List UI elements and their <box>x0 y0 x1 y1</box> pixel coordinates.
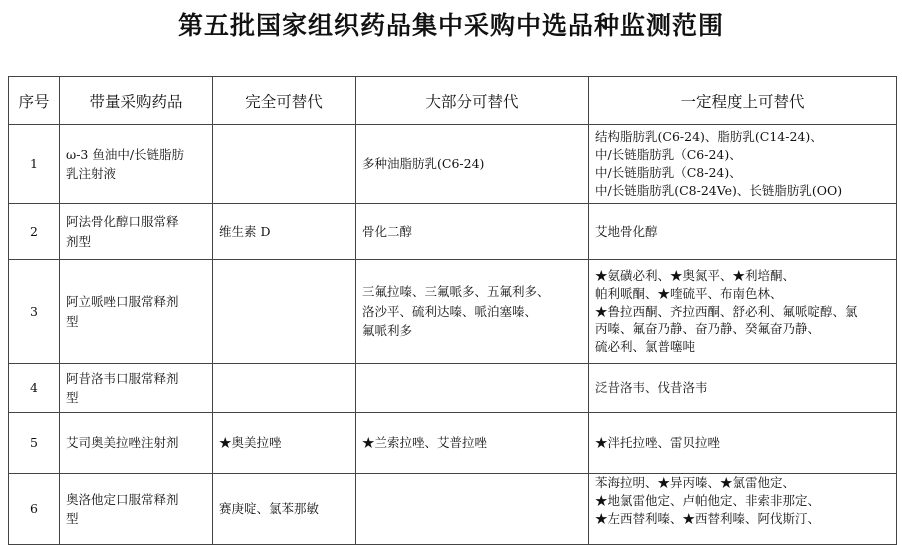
cell-partial <box>589 125 897 204</box>
cell-drug <box>60 413 213 474</box>
cell-partial <box>589 204 897 260</box>
cell-line: 苯海拉明、★异丙嗪、★氯雷他定、 <box>595 475 796 490</box>
cell-full <box>213 413 356 474</box>
table-row <box>9 364 897 413</box>
cell-full <box>213 125 356 204</box>
cell-line: 型 <box>66 313 79 329</box>
cell-index: 2 <box>9 204 60 260</box>
cell-line: 艾司奥美拉唑注射剂 <box>66 435 179 451</box>
cell-line: 帕利哌酮、★喹硫平、布南色林、 <box>595 285 783 301</box>
header-row <box>9 77 897 125</box>
cell-line: 剂型 <box>66 233 92 249</box>
cell-line: 三氟拉嗪、三氟哌多、五氟利多、 <box>362 284 550 300</box>
cell-line: 中/长链脂肪乳(C8-24Ve)、长链脂肪乳(OO) <box>595 182 843 198</box>
cell-line: ★鲁拉西酮、齐拉西酮、舒必利、氟哌啶醇、氯 <box>595 303 858 319</box>
cell-most <box>356 204 589 260</box>
cell-line: ★兰索拉唑、艾普拉唑 <box>362 435 488 451</box>
cell-line: ★泮托拉唑、雷贝拉唑 <box>595 435 721 451</box>
table-row <box>9 125 897 204</box>
document-title: 第五批国家组织药品集中采购中选品种监测范围 <box>177 11 724 40</box>
cell-line: ★地氯雷他定、卢帕他定、非索非那定、 <box>595 492 821 508</box>
cell-line: 维生素 D <box>219 223 271 239</box>
table-row <box>9 413 897 474</box>
cell-line: 氟哌利多 <box>362 323 413 339</box>
cell-line: 中/长链脂肪乳（C8-24)、 <box>595 165 742 180</box>
cell-line: 结构脂肪乳(C6-24)、脂肪乳(C14-24)、 <box>595 129 823 145</box>
cell-most <box>356 413 589 474</box>
cell-line: 艾地骨化醇 <box>595 223 658 239</box>
cell-line: ★左西替利嗪、★西替利嗪、阿伐斯汀、 <box>595 510 821 526</box>
cell-line: 多种油脂肪乳(C6-24) <box>362 156 485 172</box>
cell-line: 阿昔洛韦口服常释剂 <box>66 370 179 386</box>
cell-line: 洛沙平、硫利达嗪、哌泊塞嗪、 <box>362 303 538 319</box>
cell-drug <box>60 125 213 204</box>
cell-line: 型 <box>66 511 79 526</box>
cell-full <box>213 260 356 364</box>
cell-most <box>356 125 589 204</box>
header-partial: 一定程度上可替代 <box>589 77 897 125</box>
cell-line: 赛庚啶、氯苯那敏 <box>219 501 320 517</box>
cell-index: 1 <box>9 125 60 204</box>
cell-line: 奥洛他定口服常释剂 <box>66 491 179 507</box>
table-row <box>9 260 897 364</box>
cell-line: 乳注射液 <box>66 166 117 181</box>
cell-most <box>356 260 589 364</box>
cell-most <box>356 474 589 545</box>
cell-line: 硫必利、氯普噻吨 <box>595 339 696 355</box>
header-most: 大部分可替代 <box>356 77 589 125</box>
monitoring-table <box>8 76 897 545</box>
cell-drug <box>60 260 213 364</box>
cell-line: 阿法骨化醇口服常释 <box>66 214 179 229</box>
cell-line: 阿立哌唑口服常释剂 <box>66 294 179 309</box>
cell-index: 4 <box>9 364 60 413</box>
cell-line: 型 <box>66 390 79 405</box>
cell-line: ★氨磺必利、★奥氮平、★利培酮、 <box>595 268 796 283</box>
cell-index: 3 <box>9 260 60 364</box>
cell-full <box>213 474 356 545</box>
cell-most <box>356 364 589 413</box>
table-row <box>9 204 897 260</box>
cell-line: ★奥美拉唑 <box>219 435 282 451</box>
header-drug: 带量采购药品 <box>60 77 213 125</box>
table-row <box>9 474 897 545</box>
cell-line: 泛昔洛韦、伐昔洛韦 <box>595 380 708 396</box>
cell-full <box>213 204 356 260</box>
cell-index: 5 <box>9 413 60 474</box>
header-index: 序号 <box>9 77 60 125</box>
cell-partial <box>589 260 897 364</box>
cell-drug <box>60 364 213 413</box>
cell-index: 6 <box>9 474 60 545</box>
cell-partial <box>589 413 897 474</box>
cell-full <box>213 364 356 413</box>
header-full: 完全可替代 <box>213 77 356 125</box>
cell-drug <box>60 204 213 260</box>
cell-line: 骨化二醇 <box>362 223 413 239</box>
cell-partial <box>589 364 897 413</box>
cell-line: ω-3 鱼油中/长链脂肪 <box>66 146 185 162</box>
cell-line: 中/长链脂肪乳（C6-24)、 <box>595 147 742 163</box>
cell-partial <box>589 474 897 545</box>
cell-line: 丙嗪、氟奋乃静、奋乃静、癸氟奋乃静、 <box>595 321 821 337</box>
cell-drug <box>60 474 213 545</box>
